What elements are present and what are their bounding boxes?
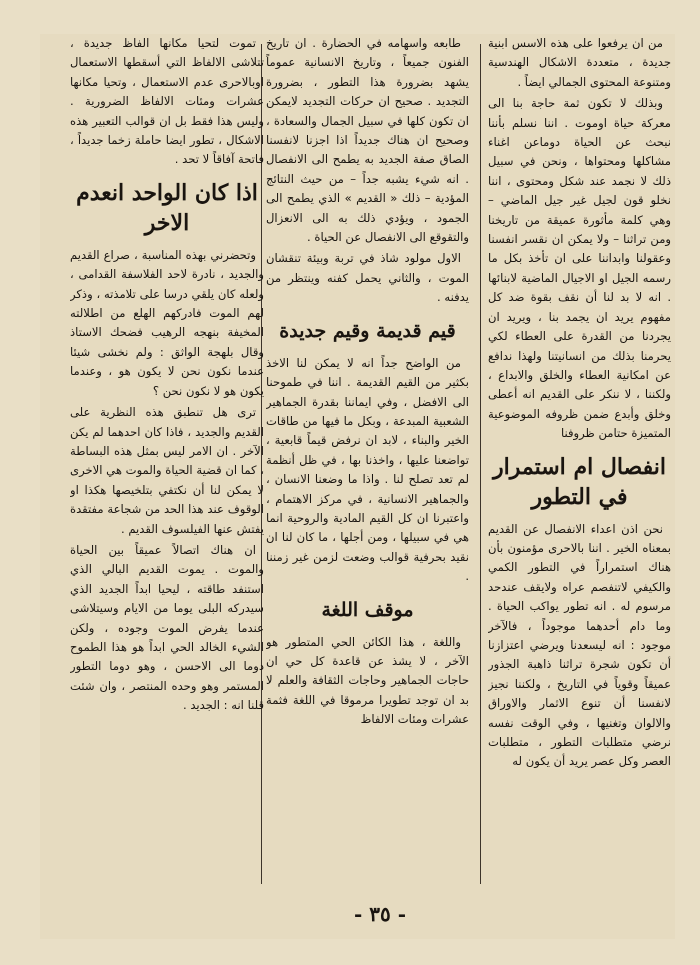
paragraph: ان هناك اتصالاً عميقاً بين الحياة والموت . يموت القديم البالي الذي استنفد طاقته ، ليحيا ابداً الجديد الذي سيدركه البلى يوما من الايام وسيتلاشى عندما يفرض الموت وجوده ، ولكن الشيء الخالد الحي ابداً هو هذا الطموح دوما الى الاحسن ، وهو دوما التطور المستمر وهو وحده المنتصر ، وان شئت قلنا انه : الجديد . xyxy=(70,542,264,713)
section-heading-separation: انفصال ام استمرار في التطور xyxy=(493,453,666,510)
column-left xyxy=(70,34,264,894)
page-number: - ٣٥ - xyxy=(353,902,406,926)
paragraph: ترى هل تنطبق هذه النظرية على القديم والجديد ، فاذا كان احدهما لم يكن الآخر . ان الامر ليس بمثل هذه البساطة ، كما ان قضية الحياة والموت هي الاخرى لا يمكن لنا أن نكتفي بتلخيصها هكذا او الوقوف عند هذا الحد من شجاعة مفتقدة يفتش عنها الفيلسوف القديم . xyxy=(70,405,264,536)
paragraph: نحن اذن اعداء الانفصال عن القديم بمعناه الخير . اننا بالاحرى مؤمنون بأن هناك استمراراً في التطور الكمي والكيفي لاتنفصم عراه ولايقف عندحد مرسوم له . انه تطور يواكب الحياة . وما دام أحدهما موجوداً ، فالآخر موجود : انه ليسعدنا ويرضي اعتزازنا أن تكون شجرة تراثنا ذاهبة الجذور عميقاً وقوياً في التاريخ ، ولكننا نجيز لانفسنا أن تنوع الاثمار والاوراق والالوان وتغنيها ، وفي الوقت نفسه نرضي متطلبات التطور ، متطلبات العصر وكل عصر يريد أن يكون له xyxy=(488,521,671,769)
paragraph: من ان يرفعوا على هذه الاسس ابنية جديدة ، متعددة الاشكال الهندسية ومتنوعة المحتوى الجمالي ايضاً . xyxy=(488,36,671,89)
paragraph: واللغة ، هذا الكائن الحي المتطور هو الآخر ، لا يشذ عن قاعدة كل حي ان حاجات الجماهير وحاجات الثقافة والعلم لا بد ان توجد تطويرا مرموقا في اللغة فثمة عشرات ومئات الالفاظ xyxy=(266,634,469,727)
section-heading-existence: اذا كان الواحد انعدم الاخر xyxy=(76,179,258,236)
column-right xyxy=(488,34,671,894)
section-heading-values: قيم قديمة وقيم جديدة xyxy=(279,319,456,342)
magazine-page xyxy=(40,34,675,939)
paragraph: وبذلك لا تكون ثمة حاجة بنا الى معركة حياة اوموت . اننا نسلم بأننا نبحث عن الحياة دوماعن اغناء مشاكلها ومحتواها ، ونحن في سبيل ذلك لا نجمد عند شكل ومحتوى ، اننا نخلو قون لجيل غير جيل الماضي – وهي كلمة مأثورة عميقة من تاريخنا ومن تراثنا – ولا يمكن ان نقسر انفسنا وعقولنا وابداننا على ان تأخذ بكل ما رسمه الجيل او الاجيال الماضية لابنائها . انه لا بد لنا أن نقف بقوة ضد كل مفهوم يريد ان يجمد بنا ، ويريد ان يجردنا من القدرة على العطاء لكي يحرمنا بذلك من انسانيتنا ولهذا ندافع عن امكانية العطاء والخلق والابداع ، ولكننا ، لا ننكر على القديم انه أعطى وخلق وأبدع ضمن ظروفه الموضوعية المتميزة حتامن ظروفنا xyxy=(488,96,671,441)
paragraph: وتحضرني بهذه المناسبة ، صراع القديم والجديد ، نادرة لاحد الفلاسفة القدامى ، ولعله كان يلقي درسا على تلامذته ، وذكر لهم الموت فادركهم الهلع من اطلالته المخيفة بنهجه الرهيب فضحك الاستاذ وقال بلهجة الواثق : ولم نخشى شيئا عندما نكون نحن لا يكون هو ، وعندما يكون هو لا نكون نحن ؟ xyxy=(70,247,264,398)
column-middle xyxy=(266,34,469,894)
paragraph: من الواضح جداً انه لا يمكن لنا الاخذ بكثير من القيم القديمة . اننا في طموحنا الى الافضل ، وفي ايماننا بقدرة الجماهير الشعبية المبدعة ، وبكل ما فيها من طاقات الخير والبناء ، لابد ان نرفض قيماً قابعية ، تواضعنا عليها ، واخذنا بها ، في ظل أنظمة لم تعد تصلح لنا . واذا ما وضعنا الانسان ، والجماهير الانسانية ، في مركز الاهتمام ، واعتبرنا ان كل القيم المادية والروحية انما هي في سبيلها ، ومن أجلها ، ما كان لنا ان نقيد بحرفية قوالب وضعت لزمن غير زمننا . xyxy=(266,355,469,584)
section-heading-language: موقف اللغة xyxy=(321,598,414,621)
column-divider xyxy=(480,44,481,884)
paragraph: الاول مولود شاذ في تربة وبيئة تنقشان الموت ، والثاني يحمل كفنه وينتظر من يدفنه . xyxy=(266,251,469,305)
paragraph: تموت لتحيا مكانها الفاظ جديدة ، تتلاشى الالفاظ التي أسقطها الاستعمال اوبالاحرى عدم الاستعمال ، وتحيا مكانها عشرات ومئات الالفاظ الضرورية . وليس هذا فقط بل ان قوالب التعبير هذه الاشكال ، تطور ايضا حاملة زخما جديداً ، فاتحة آفاقاً لا تحد . xyxy=(70,36,264,167)
paragraph: طابعه واسهامه في الحضارة . ان تاريخ الفنون جميعاً ، وتاريخ الانسانية عموماً يشهد بضرورة هذا التطور ، بضرورة التجديد . صحيح ان حركات التجديد لايمكن ان تكون كلها في سبيل الجمال والسعادة ، وصحيح ان هناك جديداً اذا اجزنا لانفسنا الصاق صفة الجديد به يطمح الى الانفصال . انه شيء يشبه جداً – من حيث النتائج المؤدية – ذلك « القديم » الذي يطمح الى الجمود ، ويؤدي ذلك به الى الانعزال والتقوقع الى الانفصال عن الحياة . xyxy=(266,36,469,245)
